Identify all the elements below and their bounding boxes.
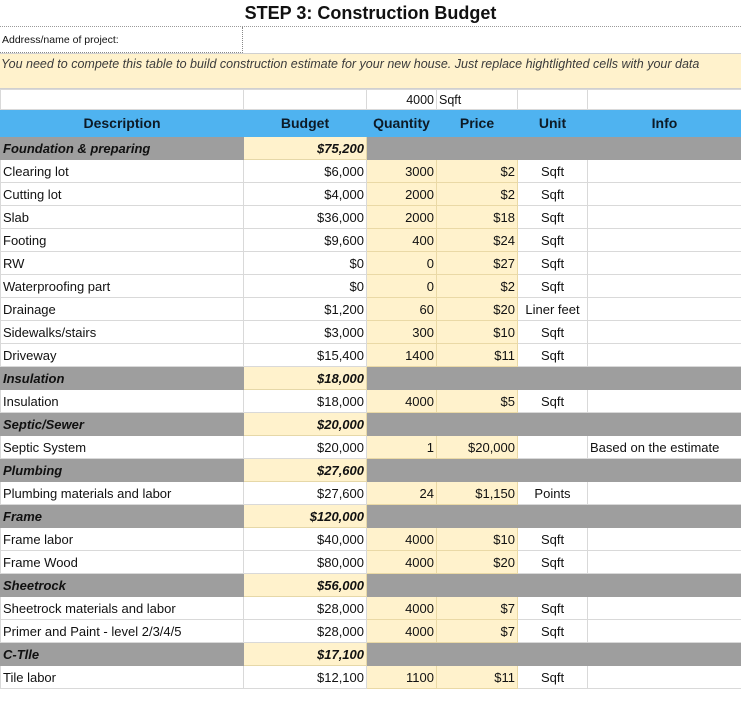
- table-row: [1, 528, 741, 551]
- address-input-cell[interactable]: [243, 27, 741, 53]
- category-budget[interactable]: $20,000: [244, 413, 367, 436]
- address-row: [0, 27, 741, 54]
- address-label: Address/name of project:: [0, 27, 243, 53]
- category-budget[interactable]: $120,000: [244, 505, 367, 528]
- unit-cell[interactable]: Liner feet: [518, 298, 588, 321]
- quantity-cell[interactable]: 1100: [367, 666, 437, 689]
- description-cell[interactable]: Cutting lot: [1, 183, 244, 206]
- table-row: [1, 597, 741, 620]
- price-cell[interactable]: $20: [437, 298, 518, 321]
- price-cell[interactable]: $2: [437, 275, 518, 298]
- quantity-cell[interactable]: 1400: [367, 344, 437, 367]
- budget-cell[interactable]: $20,000: [244, 436, 367, 459]
- info-cell[interactable]: [588, 206, 741, 229]
- sqft-value-cell[interactable]: 4000: [367, 90, 437, 110]
- table-row: [1, 321, 741, 344]
- budget-cell[interactable]: $6,000: [244, 160, 367, 183]
- category-label[interactable]: Plumbing: [1, 459, 244, 482]
- sheet-title: STEP 3: Construction Budget: [0, 0, 741, 27]
- header-budget[interactable]: Budget: [244, 110, 367, 137]
- quantity-cell[interactable]: 400: [367, 229, 437, 252]
- info-cell[interactable]: [588, 666, 741, 689]
- unit-cell[interactable]: Sqft: [518, 275, 588, 298]
- description-cell[interactable]: Slab: [1, 206, 244, 229]
- unit-cell[interactable]: Points: [518, 482, 588, 505]
- price-cell[interactable]: $2: [437, 183, 518, 206]
- description-cell[interactable]: Septic System: [1, 436, 244, 459]
- quantity-cell[interactable]: 4000: [367, 551, 437, 574]
- category-row: [1, 643, 741, 666]
- price-cell[interactable]: $18: [437, 206, 518, 229]
- category-label[interactable]: Insulation: [1, 367, 244, 390]
- budget-cell[interactable]: $12,100: [244, 666, 367, 689]
- info-cell[interactable]: [588, 298, 741, 321]
- description-cell[interactable]: Drainage: [1, 298, 244, 321]
- price-cell[interactable]: $11: [437, 344, 518, 367]
- table-row: [1, 298, 741, 321]
- unit-cell[interactable]: Sqft: [518, 551, 588, 574]
- quantity-cell[interactable]: 1: [367, 436, 437, 459]
- description-cell[interactable]: Primer and Paint - level 2/3/4/5: [1, 620, 244, 643]
- quantity-cell[interactable]: 24: [367, 482, 437, 505]
- category-budget[interactable]: $75,200: [244, 137, 367, 160]
- table-row: [1, 666, 741, 689]
- instruction-banner: You need to compete this table to build construction estimate for your new house. Just replace hightlighted cells with your data: [0, 54, 741, 89]
- info-cell[interactable]: [588, 551, 741, 574]
- unit-cell[interactable]: [518, 436, 588, 459]
- header-price[interactable]: Price: [437, 110, 518, 137]
- category-row: [1, 459, 741, 482]
- budget-cell[interactable]: $18,000: [244, 390, 367, 413]
- category-row: [1, 367, 741, 390]
- table-row: [1, 436, 741, 459]
- unit-cell[interactable]: Sqft: [518, 229, 588, 252]
- price-cell[interactable]: $11: [437, 666, 518, 689]
- budget-cell[interactable]: $36,000: [244, 206, 367, 229]
- table-row: [1, 160, 741, 183]
- budget-cell[interactable]: $27,600: [244, 482, 367, 505]
- budget-cell[interactable]: $9,600: [244, 229, 367, 252]
- table-row: [1, 390, 741, 413]
- category-label[interactable]: C-Tlle: [1, 643, 244, 666]
- quantity-cell[interactable]: 3000: [367, 160, 437, 183]
- header-unit[interactable]: Unit: [518, 110, 588, 137]
- category-label[interactable]: Frame: [1, 505, 244, 528]
- price-cell[interactable]: $20: [437, 551, 518, 574]
- table-row: [1, 275, 741, 298]
- price-cell[interactable]: $10: [437, 321, 518, 344]
- description-cell[interactable]: Insulation: [1, 390, 244, 413]
- table-row: [1, 206, 741, 229]
- unit-cell[interactable]: Sqft: [518, 252, 588, 275]
- quantity-cell[interactable]: 4000: [367, 620, 437, 643]
- description-cell[interactable]: Frame labor: [1, 528, 244, 551]
- sqft-row: [1, 90, 741, 110]
- description-cell[interactable]: Plumbing materials and labor: [1, 482, 244, 505]
- info-cell[interactable]: [588, 390, 741, 413]
- category-budget[interactable]: $18,000: [244, 367, 367, 390]
- info-cell[interactable]: [588, 183, 741, 206]
- budget-cell[interactable]: $3,000: [244, 321, 367, 344]
- unit-cell[interactable]: Sqft: [518, 390, 588, 413]
- price-cell[interactable]: $7: [437, 620, 518, 643]
- info-cell[interactable]: [588, 344, 741, 367]
- table-row: [1, 344, 741, 367]
- description-cell[interactable]: Driveway: [1, 344, 244, 367]
- info-cell[interactable]: [588, 321, 741, 344]
- quantity-cell[interactable]: 4000: [367, 597, 437, 620]
- description-cell[interactable]: Waterproofing part: [1, 275, 244, 298]
- description-cell[interactable]: Sidewalks/stairs: [1, 321, 244, 344]
- sqft-unit-cell: Sqft: [437, 90, 518, 110]
- budget-cell[interactable]: $28,000: [244, 597, 367, 620]
- info-cell[interactable]: [588, 160, 741, 183]
- budget-cell[interactable]: $80,000: [244, 551, 367, 574]
- quantity-cell[interactable]: 2000: [367, 206, 437, 229]
- table-row: [1, 620, 741, 643]
- budget-cell[interactable]: $15,400: [244, 344, 367, 367]
- price-cell[interactable]: $10: [437, 528, 518, 551]
- info-cell[interactable]: [588, 528, 741, 551]
- budget-cell[interactable]: $0: [244, 252, 367, 275]
- category-label[interactable]: Sheetrock: [1, 574, 244, 597]
- unit-cell[interactable]: Sqft: [518, 183, 588, 206]
- info-cell[interactable]: [588, 229, 741, 252]
- table-row: [1, 482, 741, 505]
- unit-cell[interactable]: Sqft: [518, 528, 588, 551]
- quantity-cell[interactable]: 2000: [367, 183, 437, 206]
- budget-cell[interactable]: $40,000: [244, 528, 367, 551]
- category-row: [1, 137, 741, 160]
- info-cell[interactable]: [588, 252, 741, 275]
- category-label[interactable]: Foundation & preparing: [1, 137, 244, 160]
- header-row: [1, 110, 741, 137]
- budget-cell[interactable]: $4,000: [244, 183, 367, 206]
- description-cell[interactable]: Tile labor: [1, 666, 244, 689]
- quantity-cell[interactable]: 60: [367, 298, 437, 321]
- price-cell[interactable]: $2: [437, 160, 518, 183]
- info-cell[interactable]: Based on the estimate: [588, 436, 741, 459]
- header-description[interactable]: Description: [1, 110, 244, 137]
- table-row: [1, 183, 741, 206]
- description-cell[interactable]: RW: [1, 252, 244, 275]
- table-row: [1, 252, 741, 275]
- description-cell[interactable]: Clearing lot: [1, 160, 244, 183]
- category-row: [1, 413, 741, 436]
- info-cell[interactable]: [588, 597, 741, 620]
- unit-cell[interactable]: Sqft: [518, 321, 588, 344]
- quantity-cell[interactable]: 0: [367, 252, 437, 275]
- price-cell[interactable]: $27: [437, 252, 518, 275]
- info-cell[interactable]: [588, 482, 741, 505]
- description-cell[interactable]: Frame Wood: [1, 551, 244, 574]
- category-label[interactable]: Septic/Sewer: [1, 413, 244, 436]
- unit-cell[interactable]: Sqft: [518, 160, 588, 183]
- category-row: [1, 505, 741, 528]
- category-row: [1, 574, 741, 597]
- price-cell[interactable]: $5: [437, 390, 518, 413]
- budget-table: [0, 89, 741, 689]
- quantity-cell[interactable]: 4000: [367, 390, 437, 413]
- quantity-cell[interactable]: 300: [367, 321, 437, 344]
- unit-cell[interactable]: Sqft: [518, 620, 588, 643]
- info-cell[interactable]: [588, 275, 741, 298]
- price-cell[interactable]: $1,150: [437, 482, 518, 505]
- table-row: [1, 551, 741, 574]
- table-row: [1, 229, 741, 252]
- unit-cell[interactable]: Sqft: [518, 597, 588, 620]
- info-cell[interactable]: [588, 620, 741, 643]
- description-cell[interactable]: Footing: [1, 229, 244, 252]
- description-cell[interactable]: Sheetrock materials and labor: [1, 597, 244, 620]
- category-budget[interactable]: $56,000: [244, 574, 367, 597]
- header-info[interactable]: Info: [588, 110, 741, 137]
- price-cell[interactable]: $20,000: [437, 436, 518, 459]
- category-budget[interactable]: $27,600: [244, 459, 367, 482]
- quantity-cell[interactable]: 0: [367, 275, 437, 298]
- price-cell[interactable]: $7: [437, 597, 518, 620]
- unit-cell[interactable]: Sqft: [518, 666, 588, 689]
- budget-cell[interactable]: $0: [244, 275, 367, 298]
- unit-cell[interactable]: Sqft: [518, 206, 588, 229]
- price-cell[interactable]: $24: [437, 229, 518, 252]
- budget-cell[interactable]: $28,000: [244, 620, 367, 643]
- budget-cell[interactable]: $1,200: [244, 298, 367, 321]
- quantity-cell[interactable]: 4000: [367, 528, 437, 551]
- header-quantity[interactable]: Quantity: [367, 110, 437, 137]
- category-budget[interactable]: $17,100: [244, 643, 367, 666]
- unit-cell[interactable]: Sqft: [518, 344, 588, 367]
